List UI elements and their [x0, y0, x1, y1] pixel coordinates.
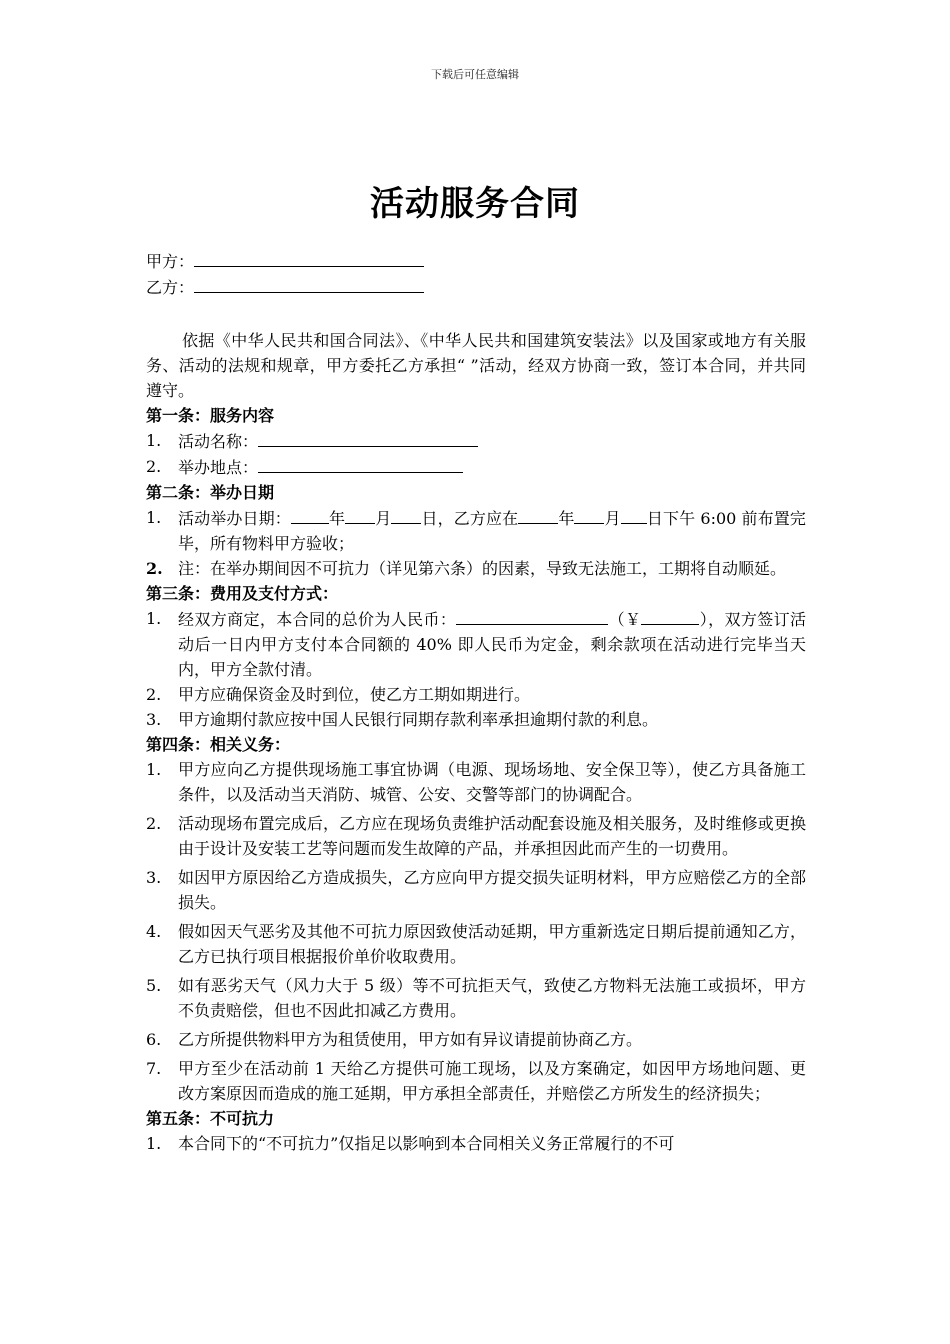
year-blank — [291, 505, 329, 524]
section-4-title: 第四条：相关义务： — [146, 735, 291, 754]
s3-item-2 — [146, 682, 806, 707]
s4-item-5-text: 如有恶劣天气（风力大于 5 级）等不可抗拒天气，致使乙方物料无法施工或损坏，甲方不负责赔偿，但也不因此扣减乙方费用。 — [178, 976, 806, 1020]
s4-item-2-text: 活动现场布置完成后，乙方应在现场负责维护活动配套设施及相关服务，及时维修或更换由于设计及安装工艺等问题而发生故障的产品，并承担因此而产生的一切费用。 — [178, 814, 806, 858]
item-number: 2. — [146, 457, 162, 476]
s1-item-1-label: 活动名称： — [178, 432, 259, 451]
day-blank — [391, 505, 421, 524]
item-number: 3. — [146, 868, 162, 887]
item-number: 1. — [146, 760, 162, 779]
section-5-title: 第五条：不可抗力 — [146, 1109, 275, 1128]
s3-item-2-text: 甲方应确保资金及时到位，使乙方工期如期进行。 — [178, 685, 531, 704]
party-a-line — [146, 248, 806, 274]
s5-item-1 — [146, 1131, 806, 1156]
s3-item-1-yen: （￥ — [608, 610, 642, 629]
venue-blank — [258, 454, 463, 473]
s2-item-1-prefix: 活动举办日期： — [178, 509, 291, 528]
document-body — [146, 248, 806, 1156]
party-b-blank — [194, 274, 424, 293]
section-3-title: 第三条：费用及支付方式： — [146, 584, 339, 603]
s2-item-1-suffix: 日下午 6:00 前布置完毕，所有物料甲方验收； — [178, 509, 806, 553]
party-a-blank — [194, 248, 424, 267]
year-label: 年 — [328, 509, 346, 528]
section-1-title: 第一条：服务内容 — [146, 406, 275, 425]
s1-item-2-label: 举办地点： — [178, 458, 259, 477]
setup-month-blank — [574, 505, 604, 524]
item-number: 4. — [146, 922, 162, 941]
s3-item-3-text: 甲方逾期付款应按中国人民银行同期存款利率承担逾期付款的利息。 — [178, 710, 659, 729]
intro-paragraph: 依据《中华人民共和国合同法》、《中华人民共和国建筑安装法》以及国家或地方有关服务、活动的法规和规章，甲方委托乙方承担“ ”活动，经双方协商一致，签订本合同，并共同遵守。 — [146, 331, 806, 400]
item-number: 2. — [146, 559, 163, 578]
s4-item-2 — [146, 811, 806, 861]
s4-item-4-text: 假如因天气恶劣及其他不可抗力原因致使活动延期，甲方重新选定日期后提前通知乙方，乙方已执行项目根据报价单价收取费用。 — [178, 922, 806, 966]
month-label: 月 — [375, 509, 392, 528]
item-number: 3. — [146, 710, 162, 729]
total-price-blank — [456, 606, 608, 625]
s3-item-1-prefix: 经双方商定，本合同的总价为人民币： — [178, 610, 457, 629]
s1-item-2 — [146, 454, 806, 480]
s4-item-4 — [146, 919, 806, 969]
s2-item-1 — [146, 505, 806, 556]
day-label: 日，乙方应在 — [421, 509, 519, 528]
setup-day-blank — [621, 505, 647, 524]
item-number: 1. — [146, 508, 162, 527]
total-price-figure-blank — [641, 606, 699, 625]
setup-month-label: 月 — [604, 509, 621, 528]
s3-item-1 — [146, 606, 806, 682]
item-number: 7. — [146, 1059, 162, 1078]
s2-item-2 — [146, 556, 806, 581]
setup-year-blank — [518, 505, 558, 524]
month-blank — [345, 505, 375, 524]
s4-item-5 — [146, 973, 806, 1023]
item-number: 1. — [146, 609, 162, 628]
party-b-label: 乙方： — [146, 278, 195, 297]
party-b-line — [146, 274, 806, 300]
header-note: 下载后可任意编辑 — [431, 68, 519, 81]
item-number: 2. — [146, 685, 162, 704]
s4-item-7 — [146, 1056, 806, 1106]
party-a-label: 甲方： — [146, 252, 195, 271]
s1-item-1 — [146, 428, 806, 454]
s3-item-1-suffix: ），双方签订活动后一日内甲方支付本合同额的 40% 即人民币为定金，剩余款项在活动进行完毕当天内，甲方全款付清。 — [178, 610, 806, 679]
section-2-title: 第二条：举办日期 — [146, 483, 275, 502]
item-number: 2. — [146, 814, 162, 833]
s4-item-7-text: 甲方至少在活动前 1 天给乙方提供可施工现场，以及方案确定，如因甲方场地问题、更改方案原因而造成的施工延期，甲方承担全部责任，并赔偿乙方所发生的经济损失； — [178, 1059, 806, 1103]
s4-item-6-text: 乙方所提供物料甲方为租赁使用，甲方如有异议请提前协商乙方。 — [178, 1030, 643, 1049]
s2-item-2-text: 注：在举办期间因不可抗力（详见第六条）的因素，导致无法施工，工期将自动顺延。 — [178, 559, 787, 578]
item-number: 1. — [146, 1134, 162, 1153]
item-number: 1. — [146, 431, 162, 450]
document-title: 活动服务合同 — [370, 184, 580, 224]
s4-item-6 — [146, 1027, 806, 1052]
item-number: 6. — [146, 1030, 162, 1049]
setup-year-label: 年 — [558, 509, 575, 528]
activity-name-blank — [258, 428, 478, 447]
s3-item-3 — [146, 707, 806, 732]
s4-item-3 — [146, 865, 806, 915]
s4-item-1 — [146, 757, 806, 807]
s4-item-3-text: 如因甲方原因给乙方造成损失，乙方应向甲方提交损失证明材料，甲方应赔偿乙方的全部损失。 — [178, 868, 806, 912]
item-number: 5. — [146, 976, 162, 995]
s4-item-1-text: 甲方应向乙方提供现场施工事宜协调（电源、现场场地、安全保卫等），使乙方具备施工条件，以及活动当天消防、城管、公安、交警等部门的协调配合。 — [178, 760, 806, 804]
s5-item-1-text: 本合同下的“不可抗力”仅指足以影响到本合同相关义务正常履行的不可 — [178, 1134, 675, 1153]
